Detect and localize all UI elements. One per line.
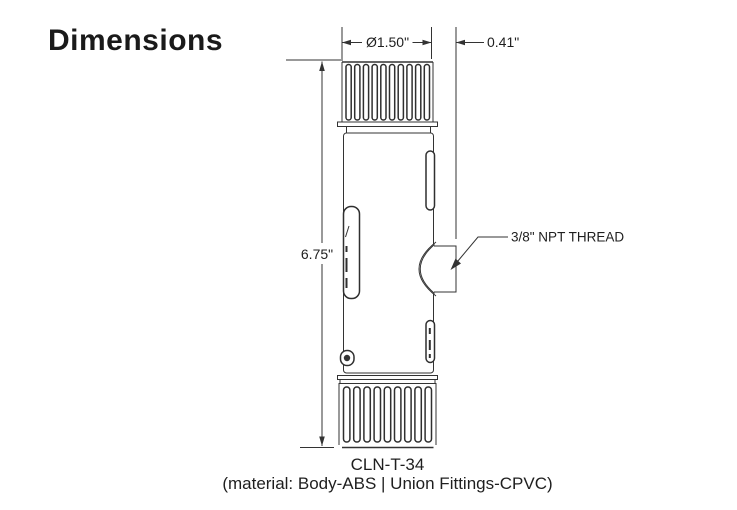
material-note: (material: Body-ABS | Union Fittings-CPVC) — [222, 474, 553, 493]
bottom-union-nut — [338, 376, 438, 448]
dimension-overall-height — [286, 60, 343, 448]
caption — [222, 455, 552, 493]
dimension-port-projection — [456, 27, 519, 239]
page-title: Dimensions — [48, 24, 224, 57]
right-clip-upper — [426, 151, 435, 210]
thread-callout-label: 3/8" NPT THREAD — [511, 229, 625, 245]
top-union-nut — [338, 62, 438, 133]
right-clip-lower — [426, 321, 435, 363]
thread-callout — [451, 230, 625, 271]
dimension-cap-diameter — [342, 27, 432, 59]
npt-port — [419, 242, 456, 296]
lower-left-port-detail — [341, 351, 355, 366]
port-projection-label: 0.41" — [487, 34, 520, 50]
overall-height-label: 6.75" — [300, 246, 334, 262]
cap-diameter-label: Ø1.50" — [365, 34, 410, 50]
left-clip — [344, 207, 360, 299]
model-number: CLN-T-34 — [350, 455, 425, 474]
